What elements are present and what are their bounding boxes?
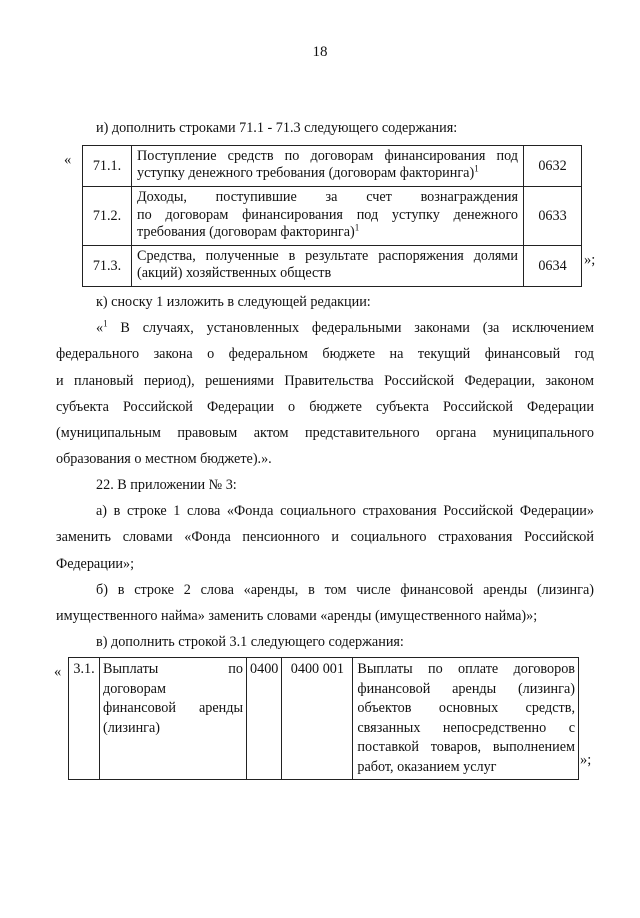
table-row xyxy=(69,658,579,780)
table1-close-mark: »; xyxy=(584,252,596,268)
row-name-line: Выплаты по xyxy=(103,661,243,677)
row-text-line: Средства, полученные в результате распоряжения долями xyxy=(137,248,518,265)
row-description-line: объектов основных средств, xyxy=(357,700,575,716)
paragraph-k: к) сноску 1 изложить в следующей редакции: xyxy=(96,294,371,310)
footnote-line: федерального закона о федеральном бюджете на текущий финансовый год xyxy=(56,346,594,363)
paragraph-a-line: а) в строке 1 слова «Фонда социального страхования Российской Федерации» xyxy=(96,503,594,519)
footnote-marker: 1 xyxy=(103,318,108,329)
row-text-line: Доходы, поступившие за счет вознаграждения xyxy=(137,189,518,206)
table-row xyxy=(83,246,582,287)
row-name-line: финансовой аренды xyxy=(103,700,243,716)
table-row xyxy=(83,187,582,246)
paragraph-b-line: имущественного найма» заменить словами «аренды (имущественного найма)»; xyxy=(56,608,538,625)
footnote-marker: 1 xyxy=(474,163,479,174)
paragraph-a xyxy=(56,498,594,577)
page-number: 18 xyxy=(312,44,328,60)
row-name xyxy=(100,658,247,780)
row-description xyxy=(353,658,579,780)
row-text-line: требования (договорам факторинга)$^1$ xyxy=(137,222,360,240)
footnote-line: субъекта Российской Федерации о бюджете субъекта Российской Федерации xyxy=(56,398,594,415)
paragraph-a-line: Федерации»; xyxy=(56,555,135,572)
row-code: 0634 xyxy=(524,246,582,287)
paragraph-b xyxy=(56,577,594,630)
footnote-marker: 1 xyxy=(354,222,360,233)
row-text-line: Поступление средств по договорам финансирования под xyxy=(137,148,518,164)
footnote-line: (муниципальным правовым актом представительного органа муниципального xyxy=(56,425,594,442)
row-text xyxy=(132,146,524,187)
row-name-line: (лизинга) xyxy=(103,719,161,736)
footnote-text xyxy=(56,315,594,473)
table-3-1 xyxy=(68,657,579,780)
row-text-line: уступку денежного требования (договорам факторинга)$^1$ xyxy=(137,163,479,182)
paragraph-a-line: заменить словами «Фонда пенсионного и социального страхования Российской xyxy=(56,529,594,546)
intro-paragraph: и) дополнить строками 71.1 - 71.3 следующего содержания: xyxy=(96,120,458,136)
row-text-line: по договорам финансирования под уступку денежного xyxy=(137,206,518,223)
row-number: 71.3. xyxy=(83,246,132,287)
row-text xyxy=(132,246,524,287)
row-description-line: поставкой товаров, выполнением xyxy=(357,739,575,755)
row-code: 0632 xyxy=(524,146,582,187)
footnote-line: «$^1$ В случаях, установленных федеральными законами (за исключением xyxy=(96,318,594,336)
paragraph-22: 22. В приложении № 3: xyxy=(96,477,237,493)
footnote-line: образования о местном бюджете).». xyxy=(56,451,272,468)
footnote-line: и плановый период), решениями Правительства Российской Федерации, законом xyxy=(56,372,594,389)
row-description-line: Выплаты по оплате договоров xyxy=(357,661,575,677)
table2-close-mark: »; xyxy=(580,752,592,768)
row-description-line: работ, оказанием услуг xyxy=(357,758,497,775)
table-row xyxy=(83,146,582,187)
row-subcode: 0400 001 xyxy=(282,658,353,780)
row-description-line: финансовой аренды (лизинга) xyxy=(357,680,575,697)
table-71 xyxy=(82,145,582,287)
row-number: 71.2. xyxy=(83,187,132,246)
row-name-line: договорам xyxy=(103,680,166,697)
paragraph-v: в) дополнить строкой 3.1 следующего содержания: xyxy=(96,634,404,650)
row-number: 3.1. xyxy=(69,658,100,780)
row-description-line: связанных непосредственно с xyxy=(357,719,575,736)
table2-open-quote: « xyxy=(54,664,62,680)
table1-open-quote: « xyxy=(64,152,72,168)
row-text xyxy=(132,187,524,246)
row-code: 0633 xyxy=(524,187,582,246)
paragraph-b-line: б) в строке 2 слова «аренды, в том числе финансовой аренды (лизинга) xyxy=(96,582,594,598)
row-code: 0400 xyxy=(247,658,282,780)
row-number: 71.1. xyxy=(83,146,132,187)
row-text-line: (акций) хозяйственных обществ xyxy=(137,265,332,282)
